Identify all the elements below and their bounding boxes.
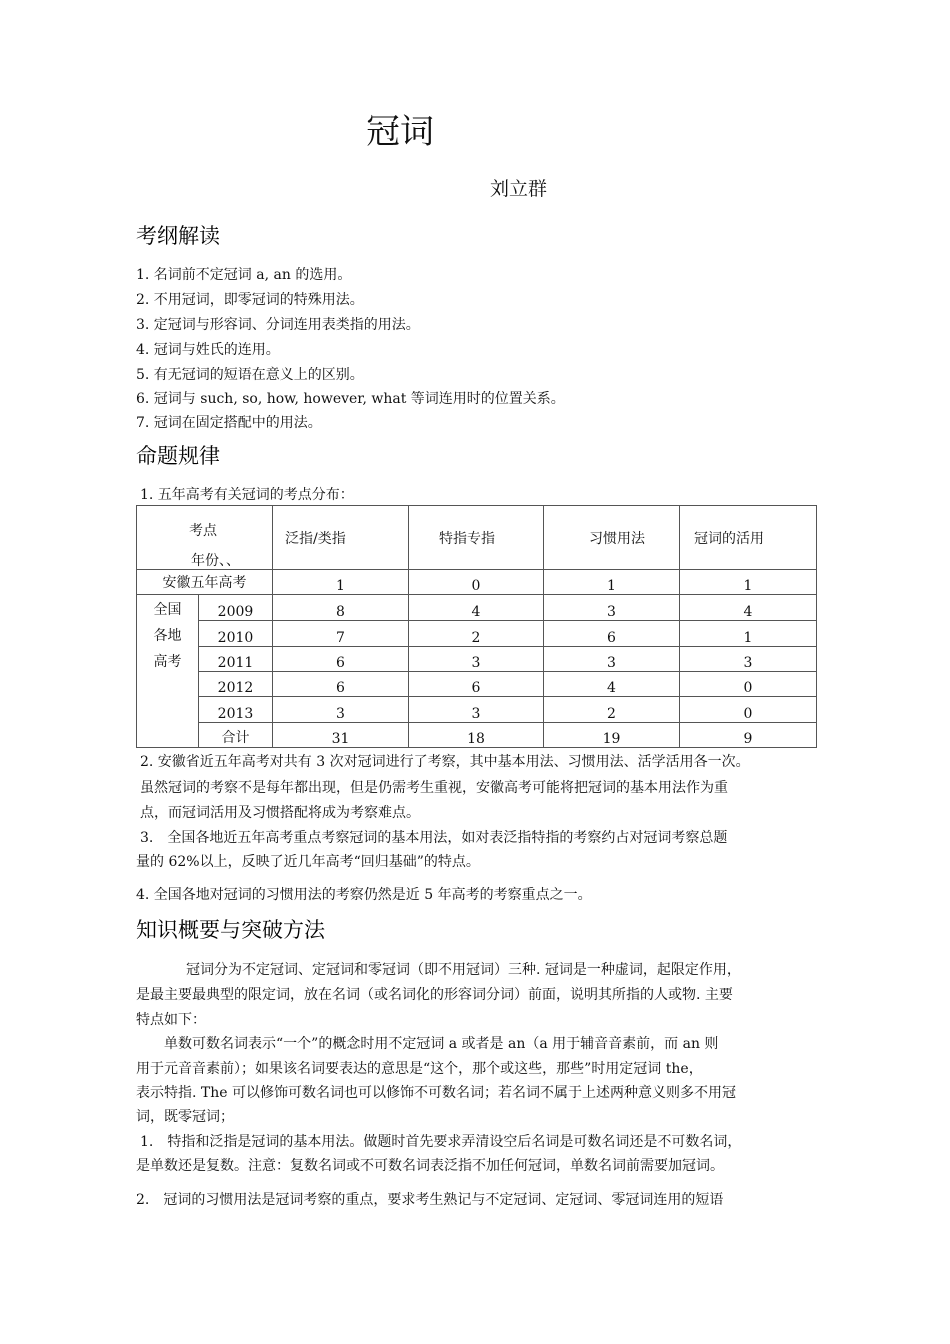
label-line: 高考 bbox=[153, 654, 182, 670]
table-cell: 3 bbox=[409, 697, 544, 723]
paragraph-line: 是最主要最典型的限定词，放在名词（或名词化的形容词分词）前面，说明其所指的人或物. 主要 bbox=[136, 987, 733, 1003]
paragraph-line: 词，既零冠词； bbox=[136, 1109, 234, 1125]
paragraph-line: 是单数还是复数。注意：复数名词或不可数名词表泛指不加任何冠词，单数名词前需要加冠词。 bbox=[136, 1158, 724, 1174]
paragraph-line: 2. 安徽省近五年高考对共有 3 次对冠词进行了考察，其中基本用法、习惯用法、活学活用各一次。 bbox=[140, 754, 750, 770]
year-cell: 2010 bbox=[199, 621, 273, 647]
year-cell: 2013 bbox=[199, 697, 273, 723]
paragraph-line: 4. 全国各地对冠词的习惯用法的考察仍然是近 5 年高考的考察重点之一。 bbox=[136, 887, 592, 903]
paragraph-line: 特点如下： bbox=[136, 1012, 206, 1028]
table-cell: 3 bbox=[544, 647, 680, 672]
table-cell: 3 bbox=[680, 647, 817, 672]
paragraph-line: 2. 冠词的习惯用法是冠词考察的重点，要求考生熟记与不定冠词、定冠词、零冠词连用的短语 bbox=[136, 1192, 724, 1208]
year-cell: 2009 bbox=[199, 595, 273, 621]
table-cell: 8 bbox=[273, 595, 409, 621]
table-cell: 7 bbox=[273, 621, 409, 647]
table-cell: 3 bbox=[409, 647, 544, 672]
column-header: 特指专指 bbox=[409, 506, 544, 570]
label-line: 各地 bbox=[153, 628, 182, 644]
list-item: 4. 冠词与姓氏的连用。 bbox=[136, 342, 280, 358]
table-cell: 4 bbox=[544, 672, 680, 697]
table-cell: 6 bbox=[273, 672, 409, 697]
table-cell: 6 bbox=[273, 647, 409, 672]
year-cell: 2011 bbox=[199, 647, 273, 672]
table-cell: 3 bbox=[544, 595, 680, 621]
column-header: 冠词的活用 bbox=[680, 506, 817, 570]
list-item: 3. 定冠词与形容词、分词连用表类指的用法。 bbox=[136, 317, 420, 333]
section-heading: 知识概要与突破方法 bbox=[136, 918, 325, 942]
paragraph-line: 量的 62%以上，反映了近几年高考“回归基础”的特点。 bbox=[136, 854, 480, 870]
table-cell: 31 bbox=[273, 723, 409, 748]
table-cell: 9 bbox=[680, 723, 817, 748]
table-cell: 19 bbox=[544, 723, 680, 748]
label-line: 全国 bbox=[153, 602, 182, 618]
table-cell: 2 bbox=[409, 621, 544, 647]
corner-top: 考点 bbox=[189, 523, 217, 539]
list-item: 2. 不用冠词，即零冠词的特殊用法。 bbox=[136, 292, 364, 308]
list-item: 5. 有无冠词的短语在意义上的区别。 bbox=[136, 367, 364, 383]
table-cell: 2 bbox=[544, 697, 680, 723]
paragraph-line: 点，而冠词活用及习惯搭配将成为考察难点。 bbox=[140, 805, 420, 821]
table-cell: 1 bbox=[544, 570, 680, 595]
author: 刘立群 bbox=[490, 178, 548, 200]
year-cell: 2012 bbox=[199, 672, 273, 697]
paragraph-line: 用于元音音素前）；如果该名词要表达的意思是“这个，那个或这些，那些”时用定冠词 the， bbox=[136, 1061, 703, 1077]
table-cell: 4 bbox=[409, 595, 544, 621]
table-cell: 0 bbox=[409, 570, 544, 595]
list-item: 6. 冠词与 such, so, how, however, what 等词连用时的位置关系。 bbox=[136, 391, 565, 407]
paragraph-line: 虽然冠词的考察不是每年都出现，但是仍需考生重视，安徽高考可能将把冠词的基本用法作为重 bbox=[140, 780, 728, 796]
corner-bottom: 年份、、 bbox=[191, 553, 240, 569]
paragraph-line: 冠词分为不定冠词、定冠词和零冠词（即不用冠词）三种. 冠词是一种虚词，起限定作用， bbox=[186, 962, 741, 978]
list-item: 1. 名词前不定冠词 a, an 的选用。 bbox=[136, 267, 352, 283]
paragraph-line: 表示特指. The 可以修饰可数名词也可以修饰不可数名词；若名词不属于上述两种意义则多不用冠 bbox=[136, 1085, 736, 1101]
table-caption: 1. 五年高考有关冠词的考点分布： bbox=[140, 487, 354, 503]
table-cell: 18 bbox=[409, 723, 544, 748]
national-label-cell bbox=[137, 595, 199, 748]
row-label: 安徽五年高考 bbox=[137, 570, 273, 595]
corner-header-cell bbox=[137, 506, 273, 570]
table-cell: 6 bbox=[544, 621, 680, 647]
table-cell: 3 bbox=[273, 697, 409, 723]
section-heading: 命题规律 bbox=[136, 444, 220, 468]
column-header: 泛指/类指 bbox=[273, 506, 409, 570]
table-cell: 1 bbox=[680, 570, 817, 595]
list-item: 7. 冠词在固定搭配中的用法。 bbox=[136, 415, 322, 431]
table-cell: 1 bbox=[680, 621, 817, 647]
table-cell: 6 bbox=[409, 672, 544, 697]
table-cell: 0 bbox=[680, 697, 817, 723]
table-cell: 4 bbox=[680, 595, 817, 621]
paragraph-line: 3. 全国各地近五年高考重点考察冠词的基本用法，如对表泛指特指的考察约占对冠词考察总题 bbox=[140, 830, 728, 846]
table-cell: 1 bbox=[273, 570, 409, 595]
table-cell: 0 bbox=[680, 672, 817, 697]
total-label: 合计 bbox=[199, 723, 273, 748]
exam-distribution-table bbox=[136, 505, 817, 748]
paragraph-line: 1. 特指和泛指是冠词的基本用法。做题时首先要求弄清设空后名词是可数名词还是不可数名词， bbox=[140, 1134, 742, 1150]
section-heading: 考纲解读 bbox=[136, 224, 220, 248]
document-title: 冠词 bbox=[366, 112, 434, 152]
column-header: 习惯用法 bbox=[544, 506, 680, 570]
paragraph-line: 单数可数名词表示“一个”的概念时用不定冠词 a 或者是 an（a 用于辅音音素前，而 an 则 bbox=[164, 1036, 719, 1052]
